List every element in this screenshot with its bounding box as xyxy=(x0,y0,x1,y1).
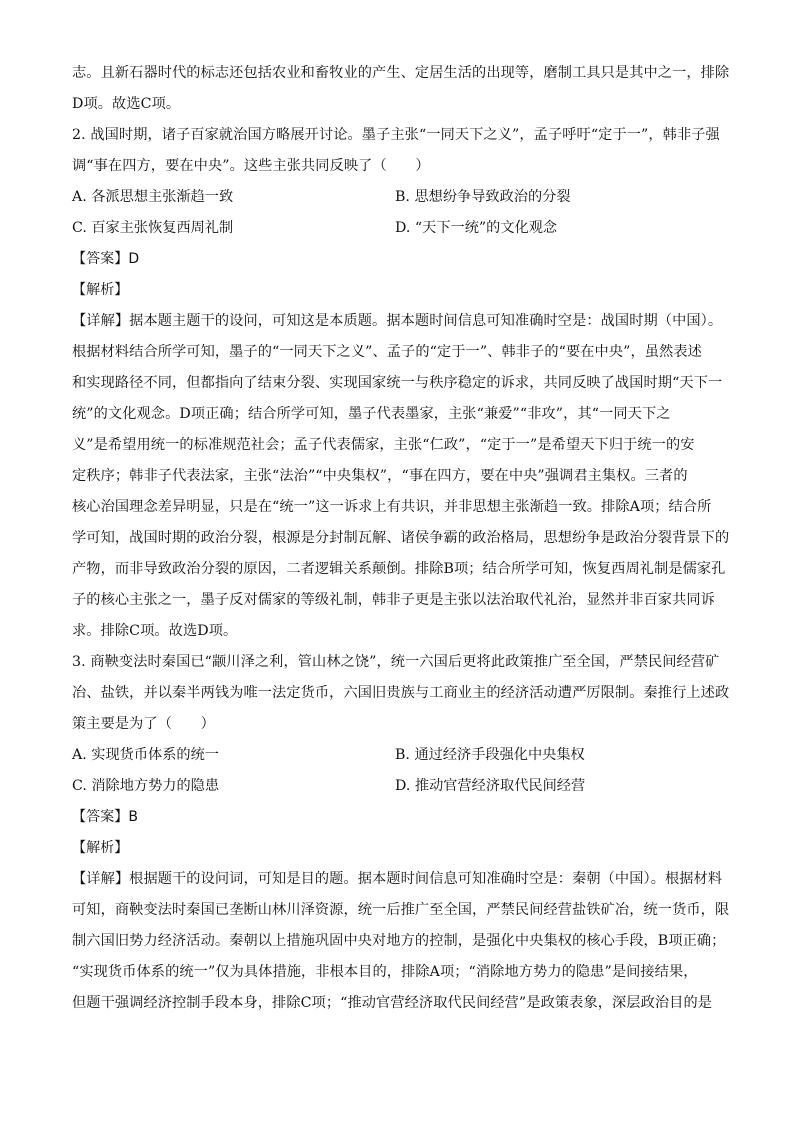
question-2-stem: 调“事在四方，要在中央”。这些主张共同反映了（ ） xyxy=(72,158,430,174)
detail-line: 统”的文化观念。D项正确；结合所学可知，墨子代表墨家，主张“兼爱”“非攻”，其“一同天下之 xyxy=(72,406,671,422)
detail-line: 【详解】根据题干的设问词，可知是目的题。据本题时间信息可知准确时空是：秦朝（中国）。根据材料 xyxy=(72,871,723,887)
detail-line: 学可知，战国时期的政治分裂，根源是分封制瓦解、诸侯争霸的政治格局，思想纷争是政治分裂背景下的 xyxy=(72,530,730,546)
text-line: 志。且新石器时代的标志还包括农业和畜牧业的产生、定居生活的出现等，磨制工具只是其中之一，排除 xyxy=(72,65,730,81)
option-a: A. 各派思想主张渐趋一致 xyxy=(72,189,234,205)
detail-line: 定秩序；韩非子代表法家，主张“法治”“中央集权”，“事在四方，要在中央”强调君主集权。三者的 xyxy=(72,468,688,484)
detail-line: 核心治国理念差异明显，只是在“统一”这一诉求上有共识，并非思想主张渐趋一致。排除A项；结合所 xyxy=(72,499,712,515)
detail-line: 义”是希望用统一的标准规范社会；孟子代表儒家，主张“仁政”，“定于一”是希望天下归于统一的安 xyxy=(72,437,695,453)
detail-line: 【详解】据本题主题干的设问，可知这是本质题。据本题时间信息可知准确时空是：战国时期（中国）。 xyxy=(72,313,723,329)
option-a: A. 实现货币体系的统一 xyxy=(72,747,219,763)
option-c: C. 百家主张恢复西周礼制 xyxy=(72,220,234,236)
question-3-stem: 策主要是为了（ ） xyxy=(72,716,215,732)
detail-line: 可知，商鞅变法时秦国已垄断山林川泽资源，统一后推广至全国，严禁民间经营盐铁矿冶，统一货币，限 xyxy=(72,902,730,918)
detail-line: 制六国旧势力经济活动。秦朝以上措施巩固中央对地方的控制，是强化中央集权的核心手段，B项正确； xyxy=(72,933,726,949)
option-b: B. 思想纷争导致政治的分裂 xyxy=(395,189,571,205)
question-3-options-row-2 xyxy=(72,775,720,806)
option-b: B. 通过经济手段强化中央集权 xyxy=(395,747,585,763)
option-d: D. 推动官营经济取代民间经营 xyxy=(395,778,586,794)
detail-line: 但题干强调经济控制手段本身，排除C项；“推动官营经济取代民间经营”是政策表象，深层政治目的是 xyxy=(72,995,713,1011)
question-3-options-row-1 xyxy=(72,744,720,775)
detail-line: 产物，而非导致政治分裂的原因，二者逻辑关系颠倒。排除B项；结合所学可知，恢复西周礼制是儒家孔 xyxy=(72,561,726,577)
text-line: D项。故选C项。 xyxy=(72,96,181,112)
answer-label: 【答案】D xyxy=(72,251,140,267)
question-2-options-row-2 xyxy=(72,217,720,248)
document-page xyxy=(72,62,730,1023)
question-3-stem: 3. 商鞅变法时秦国已“颛川泽之利，管山林之饶”，统一六国后更将此政策推广至全国，严禁民间经营矿 xyxy=(72,654,720,670)
question-3-stem: 冶、盐铁，并以秦半两钱为唯一法定货币，六国旧贵族与工商业主的经济活动遭严厉限制。秦推行上述政 xyxy=(72,685,730,701)
detail-line: 和实现路径不同，但都指向了结束分裂、实现国家统一与秩序稳定的诉求，共同反映了战国时期“天下一 xyxy=(72,375,723,391)
option-d: D. “天下一统”的文化观念 xyxy=(395,220,558,236)
option-c: C. 消除地方势力的隐患 xyxy=(72,778,220,794)
question-2-options-row-1 xyxy=(72,186,720,217)
detail-line: 求。排除C项。故选D项。 xyxy=(72,623,238,639)
answer-label: 【答案】B xyxy=(72,809,139,825)
question-2-stem: 2. 战国时期，诸子百家就治国方略展开讨论。墨子主张“一同天下之义”，孟子呼吁“定于一”，韩非子强 xyxy=(72,127,720,143)
detail-line: “实现货币体系的统一”仅为具体措施，非根本目的，排除A项；“消除地方势力的隐患”是间接结果， xyxy=(72,964,698,980)
analysis-label: 【解析】 xyxy=(72,840,129,856)
detail-line: 根据材料结合所学可知，墨子的“一同天下之义”、孟子的“定于一”、韩非子的“要在中央”，虽然表述 xyxy=(72,344,702,360)
analysis-label: 【解析】 xyxy=(72,282,129,298)
detail-line: 子的核心主张之一，墨子反对儒家的等级礼制，韩非子更是主张以法治取代礼治，显然并非百家共同诉 xyxy=(72,592,715,608)
